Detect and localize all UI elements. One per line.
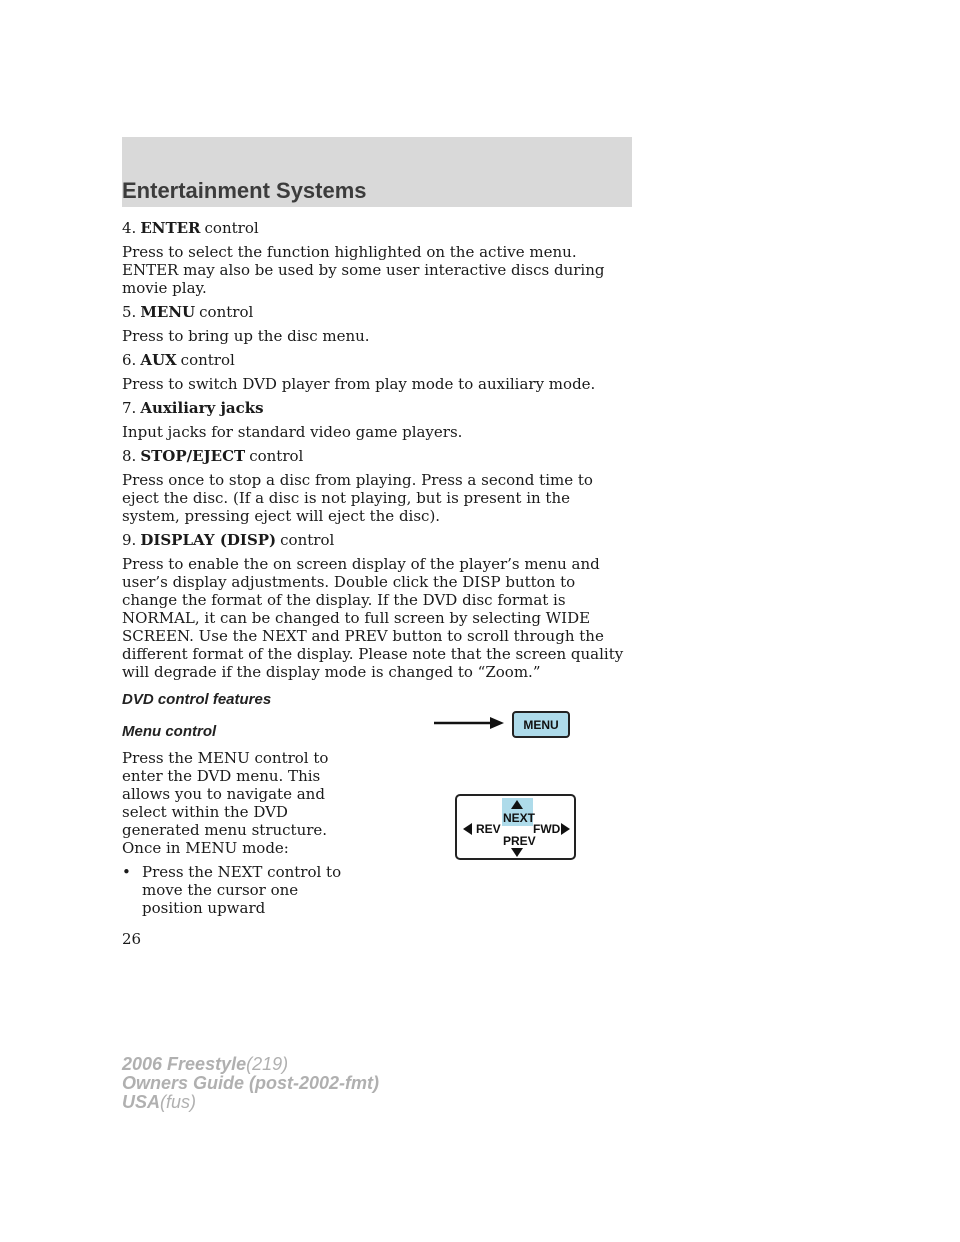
item-suffix: control bbox=[204, 219, 259, 237]
item-heading bbox=[122, 531, 632, 549]
item-heading bbox=[122, 219, 632, 237]
item-description: Press to switch DVD player from play mode to auxiliary mode. bbox=[122, 375, 596, 393]
item-number: 4. bbox=[122, 219, 137, 237]
left-triangle-icon bbox=[463, 823, 472, 835]
menu-control-intro: Press the MENU control to enter the DVD menu. This allows you to navigate and select within the DVD generated menu structure. Once in MENU mode: bbox=[122, 749, 329, 857]
rev-button[interactable]: REV bbox=[476, 822, 501, 836]
nav-control-panel bbox=[455, 794, 576, 860]
item-heading bbox=[122, 351, 632, 369]
fwd-button[interactable]: FWD bbox=[533, 822, 561, 836]
item-heading bbox=[122, 399, 632, 417]
item-description: Press to enable the on screen display of the player’s menu and user’s display adjustments. Double click the DISP button to change the format of the display. If the DVD disc format is NORMAL, it can be changed to full screen by selecting WIDE SCREEN. Use the NEXT and PREV button to scroll through the different format of the display. Please note that the screen quality will degrade if the display mode is changed to “Zoom.” bbox=[122, 555, 624, 681]
item-number: 9. bbox=[122, 531, 137, 549]
footer-line bbox=[122, 1093, 379, 1112]
item-name: DISPLAY (DISP) bbox=[140, 531, 277, 549]
bullet-text: Press the NEXT control to move the cursor one position upward bbox=[142, 863, 342, 917]
down-triangle-icon bbox=[511, 848, 523, 857]
item-suffix: control bbox=[180, 351, 235, 369]
page-title: Entertainment Systems bbox=[122, 178, 367, 203]
item-description: Press once to stop a disc from playing. Press a second time to eject the disc. (If a disc is not playing, but is present in the system, pressing eject will eject the disc). bbox=[122, 471, 593, 525]
item-description: Input jacks for standard video game players. bbox=[122, 423, 463, 441]
item-number: 5. bbox=[122, 303, 137, 321]
footer-code: (219) bbox=[246, 1054, 289, 1074]
item-number: 6. bbox=[122, 351, 137, 369]
page-number: 26 bbox=[122, 930, 142, 948]
footer bbox=[122, 1055, 379, 1112]
item-number: 7. bbox=[122, 399, 137, 417]
right-triangle-icon bbox=[561, 823, 570, 835]
item-name: ENTER bbox=[140, 219, 201, 237]
footer-line bbox=[122, 1055, 379, 1074]
footer-guide: Owners Guide (post-2002-fmt) bbox=[122, 1073, 380, 1093]
item-description: Press to bring up the disc menu. bbox=[122, 327, 370, 345]
arrow-right-icon bbox=[434, 716, 504, 730]
up-triangle-icon bbox=[511, 800, 523, 809]
footer-model: 2006 Freestyle bbox=[122, 1054, 247, 1074]
item-suffix: control bbox=[199, 303, 254, 321]
item-name: MENU bbox=[140, 303, 196, 321]
subsection-heading: Menu control bbox=[122, 723, 217, 740]
footer-region-code: (fus) bbox=[160, 1092, 197, 1112]
bullet-glyph: • bbox=[122, 863, 131, 881]
list-item bbox=[122, 863, 362, 917]
item-suffix: control bbox=[280, 531, 335, 549]
menu-button[interactable]: MENU bbox=[512, 711, 570, 738]
footer-region: USA bbox=[122, 1092, 161, 1112]
section-heading: DVD control features bbox=[122, 691, 272, 708]
item-name: AUX bbox=[140, 351, 177, 369]
prev-button[interactable]: PREV bbox=[503, 834, 536, 848]
item-name: Auxiliary jacks bbox=[140, 399, 264, 417]
item-suffix: control bbox=[249, 447, 304, 465]
item-heading bbox=[122, 447, 632, 465]
item-heading bbox=[122, 303, 632, 321]
item-description: Press to select the function highlighted on the active menu. ENTER may also be used by some user interactive discs during movie play. bbox=[122, 243, 605, 297]
item-number: 8. bbox=[122, 447, 137, 465]
item-name: STOP/EJECT bbox=[140, 447, 246, 465]
footer-line bbox=[122, 1074, 379, 1093]
next-button[interactable]: NEXT bbox=[503, 811, 536, 825]
